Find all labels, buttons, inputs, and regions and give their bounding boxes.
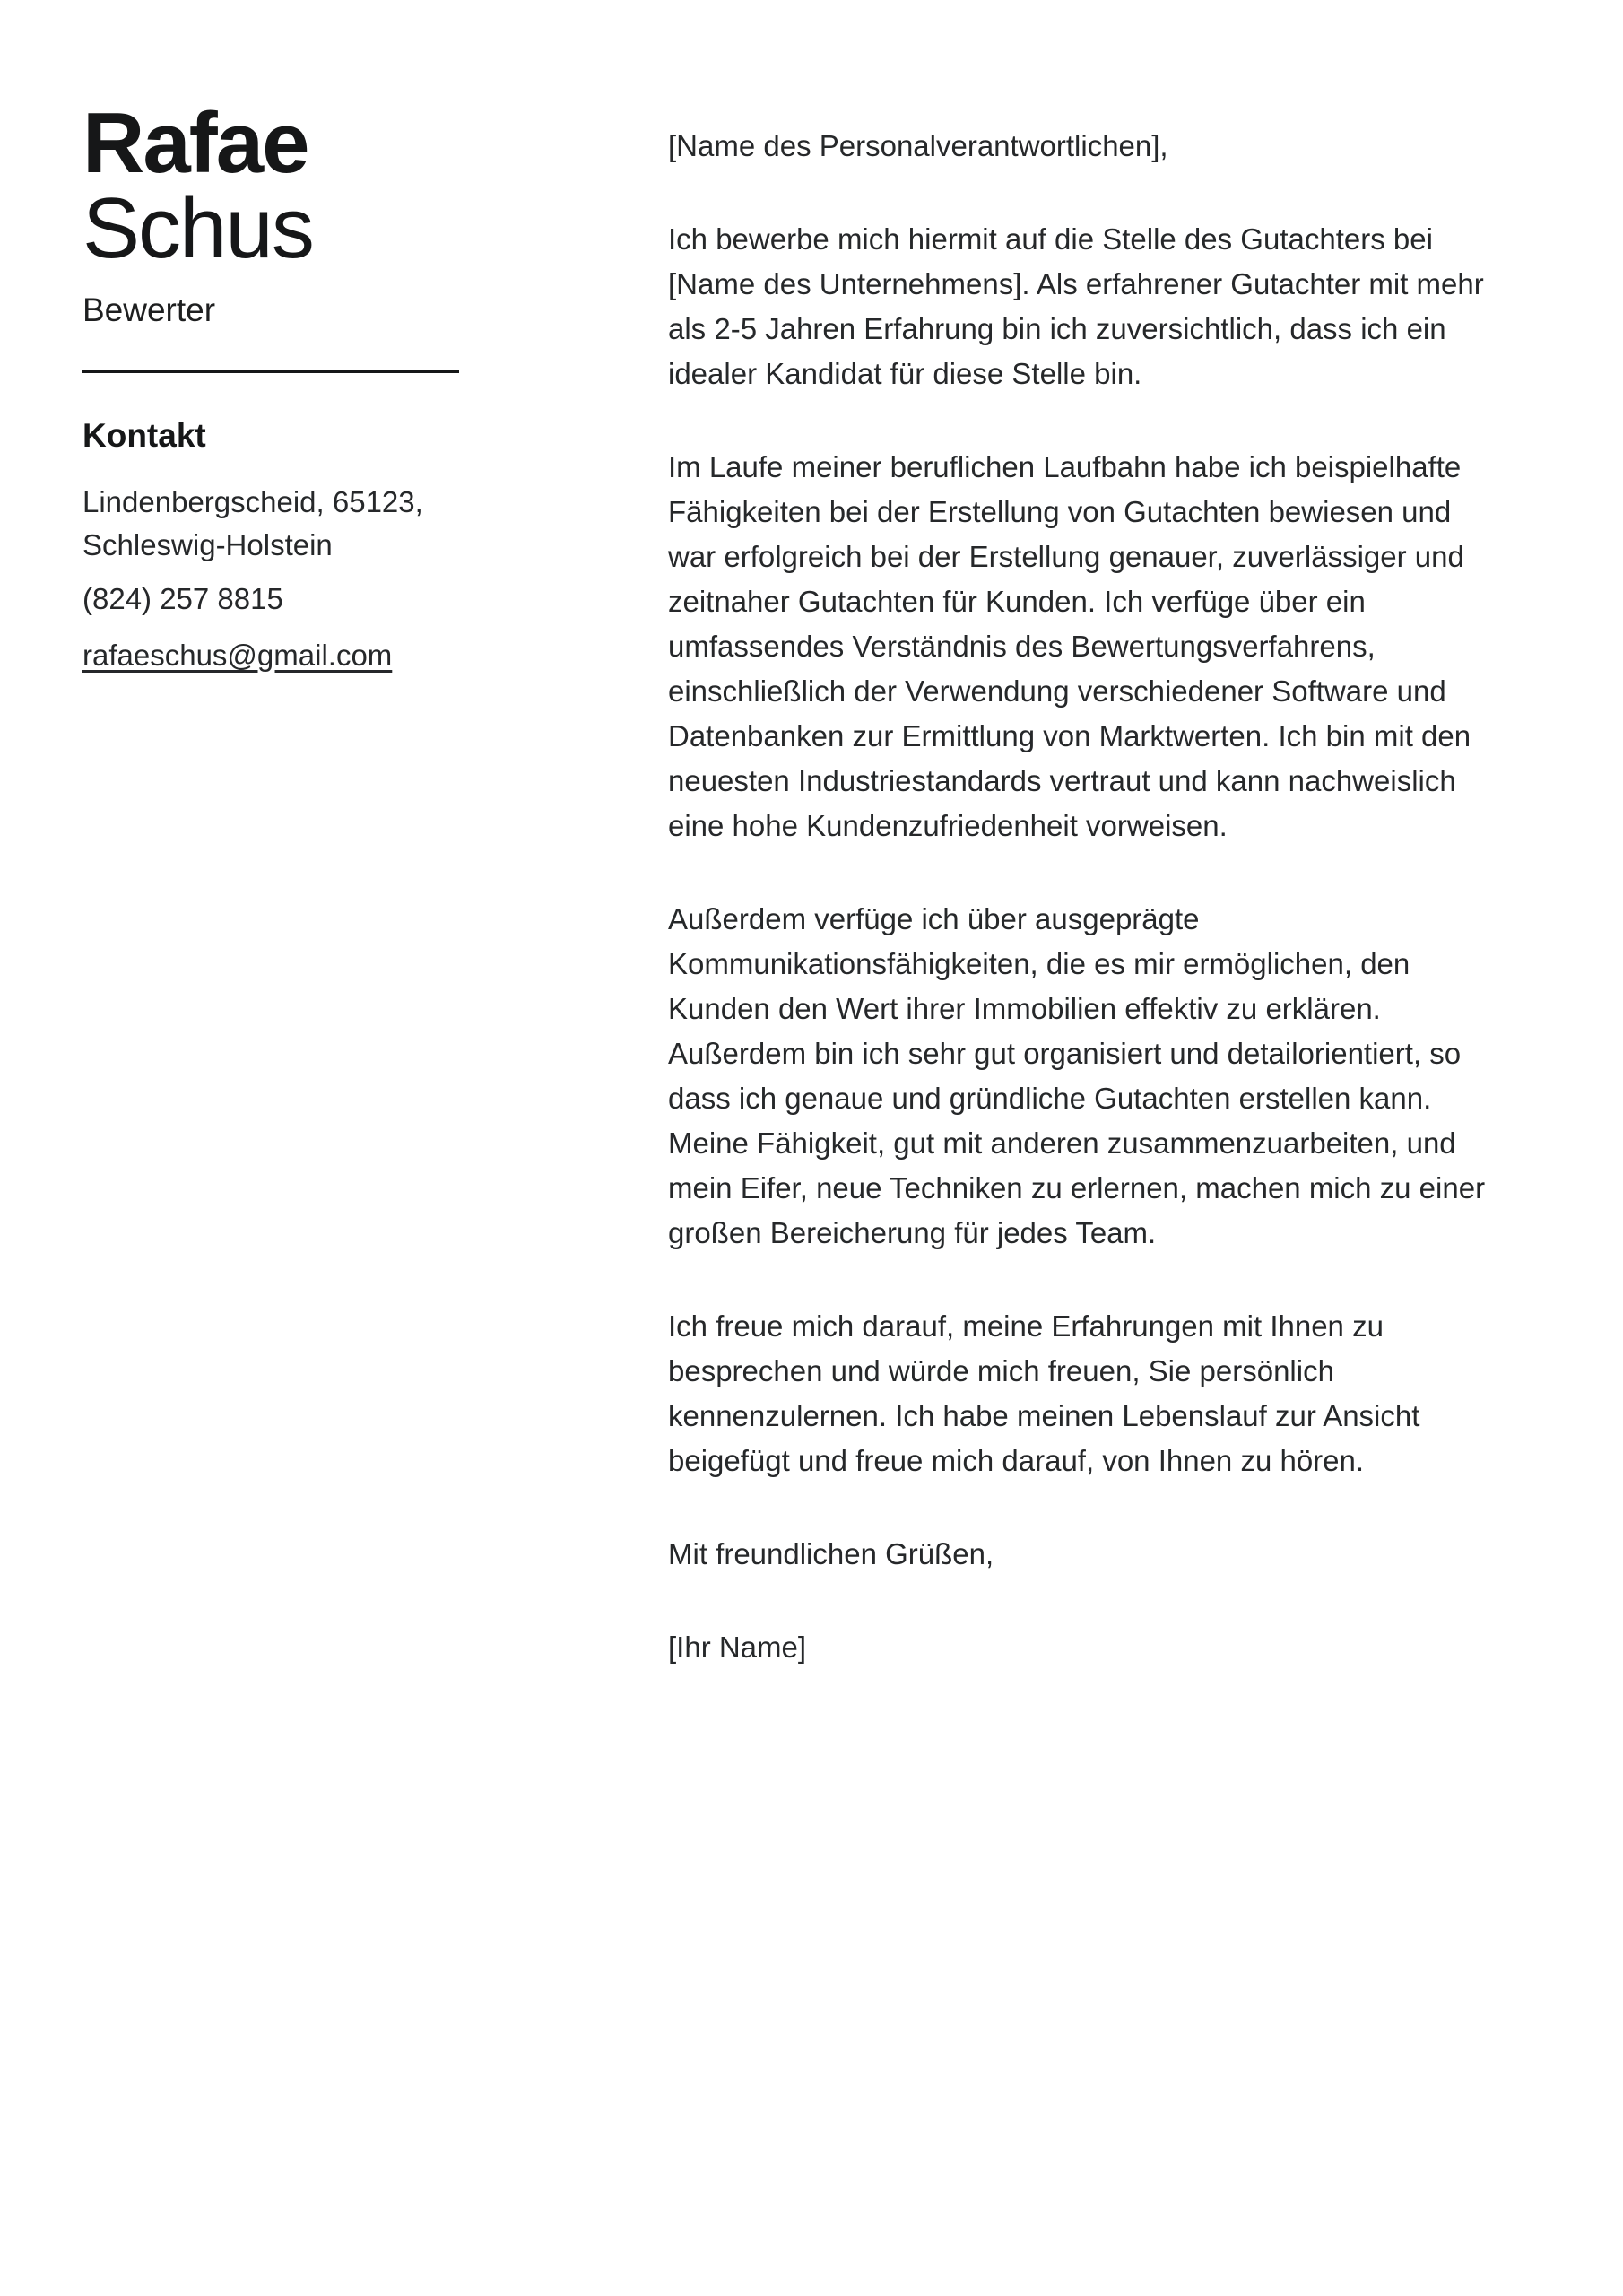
letter-body [668, 124, 1491, 1670]
candidate-name [82, 95, 459, 276]
contact-address [82, 481, 459, 567]
letter-paragraph: Außerdem verfüge ich über ausgeprägte Kommunikationsfähigkeiten, die es mir ermöglichen, den Kunden den Wert ihrer Immobilien effektiv zu erklären. Außerdem bin ich sehr gut organisiert und detailorientiert, so dass ich genaue und gründliche Gutachten erstellen kann. Meine Fähigkeit, gut mit anderen zusammenzuarbeiten, und mein Eifer, neue Techniken zu erlernen, machen mich zu einer großen Bereicherung für jedes Team. [668, 902, 1486, 1249]
closing: Mit freundlichen Grüßen, [668, 1537, 994, 1570]
job-title: Bewerter [82, 291, 216, 328]
letter-paragraph: Im Laufe meiner beruflichen Laufbahn habe ich beispielhafte Fähigkeiten bei der Erstellung von Gutachten bewiesen und war erfolgreich bei der Erstellung genauer, zuverlässiger und zeitnaher Gutachten für Kunden. Ich verfüge über ein umfassendes Verständnis des Bewertungsverfahrens, einschließlich der Verwendung verschiedener Software und Datenbanken zur Ermittlung von Marktwerten. Ich bin mit den neuesten Industriestandards vertraut und kann nachweislich eine hohe Kundenzufriedenheit vorweisen. [668, 450, 1471, 842]
letter-paragraph: Ich bewerbe mich hiermit auf die Stelle des Gutachters bei [Name des Unternehmens]. Als erfahrener Gutachter mit mehr als 2-5 Jahren Erfahrung bin ich zuversichtlich, dass ich ein idealer Kandidat für diese Stelle bin. [668, 222, 1484, 390]
address-line-2: Schleswig-Holstein [82, 528, 333, 561]
signature: [Ihr Name] [668, 1631, 807, 1664]
salutation: [Name des Personalverantwortlichen], [668, 129, 1168, 162]
address-line-1: Lindenbergscheid, 65123, [82, 485, 423, 518]
contact-phone: (824) 257 8815 [82, 582, 283, 615]
letter-paragraph: Ich freue mich darauf, meine Erfahrungen mit Ihnen zu besprechen und würde mich freuen, Sie persönlich kennenzulernen. Ich habe meinen Lebenslauf zur Ansicht beigefügt und freue mich darauf, von Ihnen zu hören. [668, 1309, 1420, 1477]
sidebar-divider [82, 370, 459, 373]
last-name: Schus [82, 180, 313, 276]
email-link[interactable]: rafaeschus@gmail.com [82, 639, 393, 672]
sidebar [82, 95, 459, 677]
contact-heading: Kontakt [82, 417, 206, 454]
first-name: Rafae [82, 95, 308, 191]
